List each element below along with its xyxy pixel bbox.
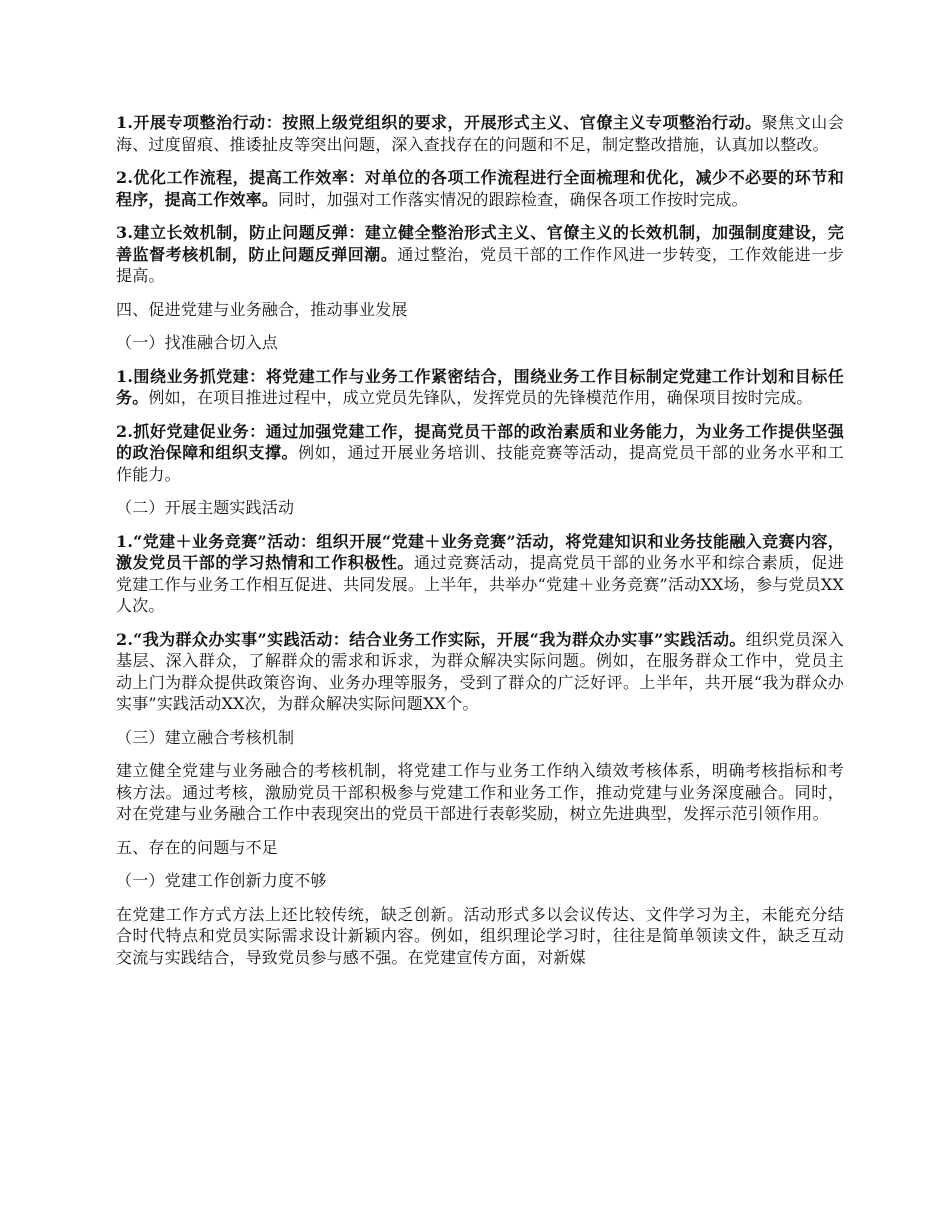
paragraph-party-promotes-business — [116, 421, 844, 486]
paragraph-bold-lead: 3.建立长效机制，防止问题反弹：建立健全整治形式主义、官僚主义的长效机制，加强制度建设，完善监督考核机制，防止问题反弹回潮。 — [116, 223, 844, 264]
paragraph-competition-activity — [116, 531, 844, 617]
subsection-heading-5-1: （一）党建工作创新力度不够 — [116, 871, 327, 890]
section-heading-4: 四、促进党建与业务融合，推动事业发展 — [116, 299, 408, 319]
paragraph-bold-lead: 2.“我为群众办实事”实践活动：结合业务工作实际，开展“我为群众办实事”实践活动。 — [116, 629, 746, 649]
subsection-heading-4-2: （二）开展主题实践活动 — [116, 498, 295, 517]
paragraph-text: 例如，在项目推进过程中，成立党员先锋队，发挥党员的先锋模范作用，确保项目按时完成。 — [148, 388, 813, 407]
document-body — [116, 112, 844, 980]
paragraph-text: 通过竞赛活动，提高党员干部的业务水平和综合素质，促进党建工作与业务工作相互促进、共同发展。上半年，共举办“党建＋业务竞赛”活动XX场，参与党员XX人次。 — [116, 553, 844, 615]
paragraph-integration-assessment: 建立健全党建与业务融合的考核机制，将党建工作与业务工作纳入绩效考核体系，明确考核指标和考核方法。通过考核，激励党员干部积极参与党建工作和业务工作，推动党建与业务深度融合。同时，对在党建与业务融合工作中表现突出的党员干部进行表彰奖励，树立先进典型，发挥示范引领作用。 — [116, 761, 844, 823]
subsection-heading-4-3: （三）建立融合考核机制 — [116, 727, 295, 747]
paragraph-party-around-business — [116, 366, 844, 409]
paragraph-text: 通过整治，党员干部的工作作风进一步转变，工作效能进一步提高。 — [116, 244, 844, 285]
paragraph-text: 组织党员深入基层、深入群众，了解群众的需求和诉求，为群众解决实际问题。例如，在服务群众工作中，党员主动上门为群众提供政策咨询、业务办理等服务，受到了群众的广泛好评。上半年，共开展“我为群众办实事”实践活动XX次，为群众解决实际问题XX个。 — [116, 629, 844, 713]
paragraph-bold-lead: 1.“党建＋业务竞赛”活动：组织开展“党建＋业务竞赛”活动，将党建知识和业务技能融入竞赛内容，激发党员干部的学习热情和工作积极性。 — [116, 531, 844, 572]
paragraph-text: 同时，加强对工作落实情况的跟踪检查，确保各项工作按时完成。 — [278, 189, 748, 209]
paragraph-serve-the-people-activity — [116, 629, 844, 715]
paragraph-bold-lead: 1.开展专项整治行动：按照上级党组织的要求，开展形式主义、官僚主义专项整治行动。 — [116, 113, 762, 132]
paragraph-bold-lead: 2.优化工作流程，提高工作效率：对单位的各项工作流程进行全面梳理和优化，减少不必要的环节和程序，提高工作效率。 — [116, 168, 844, 209]
subsection-heading-4-1: （一）找准融合切入点 — [116, 333, 279, 352]
section-heading-5: 五、存在的问题与不足 — [116, 837, 279, 857]
paragraph-remediation-campaign — [116, 112, 844, 155]
paragraph-bold-lead: 1.围绕业务抓党建：将党建工作与业务工作紧密结合，围绕业务工作目标制定党建工作计划和目标任务。 — [116, 366, 844, 407]
paragraph-innovation-shortfall: 在党建工作方式方法上还比较传统，缺乏创新。活动形式多以会议传达、文件学习为主，未能充分结合时代特点和党员实际需求设计新颖内容。例如，组织理论学习时，往往是简单领读文件，缺乏互动交流与实践结合，导致党员参与感不强。在党建宣传方面，对新媒 — [116, 904, 844, 967]
paragraph-text: 例如，通过开展业务培训、技能竞赛等活动，提高党员干部的业务水平和工作能力。 — [116, 443, 844, 484]
paragraph-optimize-workflow — [116, 167, 844, 210]
paragraph-bold-lead: 2.抓好党建促业务：通过加强党建工作，提高党员干部的政治素质和业务能力，为业务工作提供坚强的政治保障和组织支撑。 — [116, 421, 844, 462]
paragraph-long-term-mechanism — [116, 222, 844, 287]
paragraph-text: 聚焦文山会海、过度留痕、推诿扯皮等突出问题，深入查找存在的问题和不足，制定整改措施，认真加以整改。 — [116, 113, 844, 154]
